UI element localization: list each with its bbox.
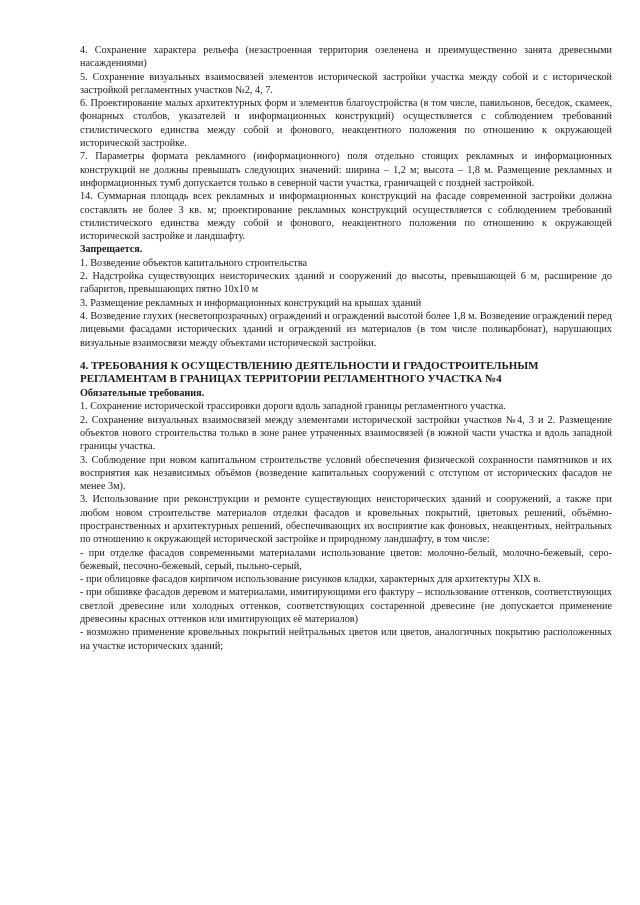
prohibited-item-4: 4. Возведение глухих (несветопрозрачных) ограждений и ограждений высотой более 1,8 м. Возведение ограждений перед лицевыми фасадами исторических зданий и ограждений из материалов (в том числе поликарбонат), нарушающих визуальные взаимосвязи между объектами исторической застройки. <box>80 310 612 349</box>
section-heading: 4. ТРЕБОВАНИЯ К ОСУЩЕСТВЛЕНИЮ ДЕЯТЕЛЬНОСТИ И ГРАДОСТРОИТЕЛЬНЫМ РЕГЛАМЕНТАМ В ГРАНИЦАХ ТЕРРИТОРИИ РЕГЛАМЕНТНОГО УЧАСТКА №4 <box>80 359 539 386</box>
bullet-brick: - при облицовке фасадов кирпичом использование рисунков кладки, характерных для архитектуры XIX в. <box>80 574 541 586</box>
section-label-prohibited: Запрещается. <box>80 244 143 256</box>
mandatory-item-3: 3. Соблюдение при новом капитальном строительстве условий обеспечения физической сохранности памятников и их восприятия как независимых объёмов (возведение капитальных сооружений с отступом от исторических фасадов не менее 3м). <box>80 454 612 493</box>
paragraph-ad-format: 7. Параметры формата рекламного (информационного) поля отдельно стоящих рекламных и информационных конструкций не должны превышать следующих значений: ширина – 1,2 м; высота – 1,8 м. Размещение рекламных и информационных тумб допускается только в северной части участка, граничащей с поздней застройкой. <box>80 151 612 189</box>
paragraph-ad-area: 14. Суммарная площадь всех рекламных и информационных конструкций на фасаде современной застройки должна составлять не более 3 кв. м; проектирование рекламных конструкций осуществляется с соблюдением требований стилистического единства между собой и фонового, неакцентного положения по отношению к окружающей исторической застройке и ландшафту. <box>80 191 612 243</box>
paragraph-visual-links: 5. Сохранение визуальных взаимосвязей элементов исторической застройки участка между собой и с исторической застройкой регламентных участков №2, 4, 7. <box>80 71 612 96</box>
prohibited-item-3: 3. Размещение рекламных и информационных конструкций на крышах зданий <box>80 297 422 309</box>
bullet-wood: - при обшивке фасадов деревом и материалами, имитирующими его фактуру – использование оттенков, соответствующих светлой древесине или холодных оттенков, соответствующих состаренной древесине (не допускается применение древесины красных оттенков или имитирующих её материалов) <box>80 587 612 626</box>
paragraph-small-forms: 6. Проектирование малых архитектурных форм и элементов благоустройства (в том числе, павильонов, беседок, скамеек, фонарных столбов, указателей и информационных конструкций) осуществляется с соблюдением требований стилистического единства между собой и фонового, неакцентного положения по отношению к окружающей исторической застройке. <box>80 98 612 150</box>
prohibited-item-2: 2. Надстройка существующих неисторических зданий и сооружений до высоты, превышающей 6 м, расширение до габаритов, превышающих пятно 10х10 м <box>80 271 612 296</box>
document-body <box>80 44 612 653</box>
section-label-mandatory: Обязательные требования. <box>80 388 205 400</box>
prohibited-item-1: 1. Возведение объектов капитального строительства <box>80 257 308 269</box>
paragraph-relief: 4. Сохранение характера рельефа (незастроенная территория озеленена и преимущественно занята древесными насаждениями) <box>80 45 612 70</box>
mandatory-item-1: 1. Сохранение исторической трассировки дороги вдоль западной границы регламентного участка. <box>80 401 506 413</box>
bullet-colors: - при отделке фасадов современными материалами использование цветов: молочно-белый, молочно-бежевый, серо-бежевый, песочно-бежевый, серый, пыльно-серый, <box>80 547 612 572</box>
mandatory-item-3b: 3. Использование при реконструкции и ремонте существующих неисторических зданий и сооружений, а также при любом новом строительстве материалов отделки фасадов и кровельных покрытий, цветовых решений, объёмно-пространственных и архитектурных решений, обеспечивающих их восприятие как фоновых, неакцентных, нейтральных по отношению к окружающей исторической застройке и природному ландшафту, в том числе: <box>80 494 612 546</box>
bullet-roofing: - возможно применение кровельных покрытий нейтральных цветов или цветов, аналогичных покрытию расположенных на участке исторических зданий; <box>80 627 612 652</box>
mandatory-item-2: 2. Сохранение визуальных взаимосвязей между элементами исторической застройки участков №4, 3 и 2. Размещение объектов нового строительства только в зоне ранее утраченных взаимосвязей (в южной части участка и вдоль западной границы участка. <box>80 414 612 453</box>
